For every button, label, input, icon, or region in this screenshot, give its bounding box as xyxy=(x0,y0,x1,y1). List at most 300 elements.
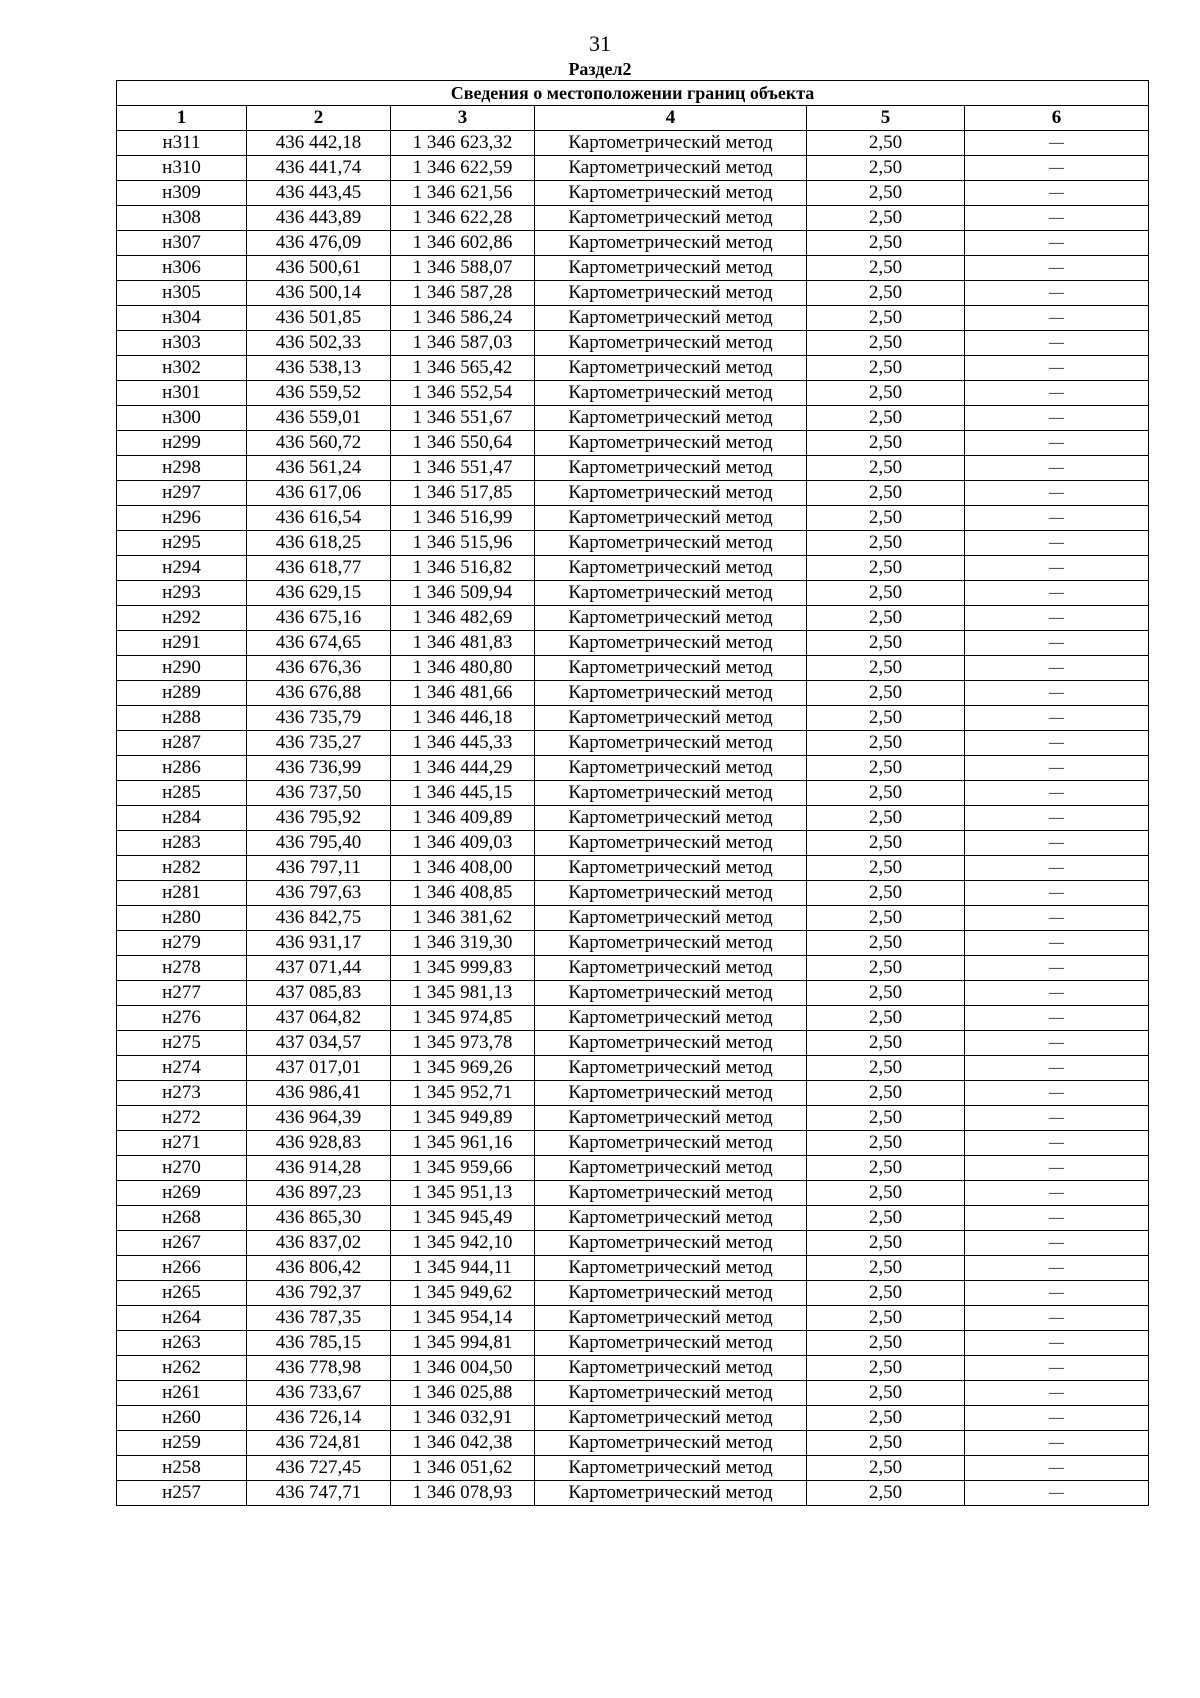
accuracy-cell: 2,50 xyxy=(807,706,965,731)
x-coordinate-cell: 436 676,88 xyxy=(247,681,391,706)
table-row xyxy=(117,906,1149,931)
y-coordinate-cell: 1 346 408,00 xyxy=(391,856,535,881)
point-id-cell: н270 xyxy=(117,1156,247,1181)
table-row xyxy=(117,756,1149,781)
y-coordinate-cell: 1 345 969,26 xyxy=(391,1056,535,1081)
accuracy-cell: 2,50 xyxy=(807,1431,965,1456)
page-number: 31 xyxy=(589,31,611,56)
table-row xyxy=(117,1256,1149,1281)
y-coordinate-cell: 1 345 949,89 xyxy=(391,1106,535,1131)
point-id-cell: н274 xyxy=(117,1056,247,1081)
method-cell: Картометрический метод xyxy=(535,1081,807,1106)
y-coordinate-cell: 1 346 550,64 xyxy=(391,431,535,456)
x-coordinate-cell: 436 795,40 xyxy=(247,831,391,856)
point-id-cell: н292 xyxy=(117,606,247,631)
column-header: 6 xyxy=(965,106,1149,131)
accuracy-cell: 2,50 xyxy=(807,1281,965,1306)
y-coordinate-cell: 1 346 480,80 xyxy=(391,656,535,681)
method-cell: Картометрический метод xyxy=(535,1056,807,1081)
accuracy-cell: 2,50 xyxy=(807,1106,965,1131)
method-cell: Картометрический метод xyxy=(535,1181,807,1206)
accuracy-cell: 2,50 xyxy=(807,206,965,231)
point-id-cell: н302 xyxy=(117,356,247,381)
accuracy-cell: 2,50 xyxy=(807,781,965,806)
method-cell: Картометрический метод xyxy=(535,856,807,881)
x-coordinate-cell: 436 476,09 xyxy=(247,231,391,256)
point-id-cell: н277 xyxy=(117,981,247,1006)
y-coordinate-cell: 1 346 623,32 xyxy=(391,131,535,156)
point-id-cell: н260 xyxy=(117,1406,247,1431)
accuracy-cell: 2,50 xyxy=(807,556,965,581)
y-coordinate-cell: 1 346 515,96 xyxy=(391,531,535,556)
table-row xyxy=(117,831,1149,856)
point-id-cell: н304 xyxy=(117,306,247,331)
description-cell: — xyxy=(965,331,1149,356)
x-coordinate-cell: 436 500,14 xyxy=(247,281,391,306)
point-id-cell: н267 xyxy=(117,1231,247,1256)
point-id-cell: н258 xyxy=(117,1456,247,1481)
point-id-cell: н297 xyxy=(117,481,247,506)
point-id-cell: н289 xyxy=(117,681,247,706)
point-id-cell: н272 xyxy=(117,1106,247,1131)
method-cell: Картометрический метод xyxy=(535,1156,807,1181)
description-cell: — xyxy=(965,1081,1149,1106)
description-cell: — xyxy=(965,1031,1149,1056)
y-coordinate-cell: 1 346 381,62 xyxy=(391,906,535,931)
table-row xyxy=(117,1106,1149,1131)
method-cell: Картометрический метод xyxy=(535,231,807,256)
accuracy-cell: 2,50 xyxy=(807,956,965,981)
accuracy-cell: 2,50 xyxy=(807,681,965,706)
point-id-cell: н269 xyxy=(117,1181,247,1206)
table-caption: Сведения о местоположении границ объекта xyxy=(117,81,1149,106)
y-coordinate-cell: 1 346 481,83 xyxy=(391,631,535,656)
table-row xyxy=(117,581,1149,606)
table-row xyxy=(117,481,1149,506)
table-row xyxy=(117,1356,1149,1381)
method-cell: Картометрический метод xyxy=(535,581,807,606)
description-cell: — xyxy=(965,381,1149,406)
method-cell: Картометрический метод xyxy=(535,1256,807,1281)
accuracy-cell: 2,50 xyxy=(807,531,965,556)
method-cell: Картометрический метод xyxy=(535,1381,807,1406)
x-coordinate-cell: 436 986,41 xyxy=(247,1081,391,1106)
method-cell: Картометрический метод xyxy=(535,1306,807,1331)
y-coordinate-cell: 1 346 551,67 xyxy=(391,406,535,431)
accuracy-cell: 2,50 xyxy=(807,831,965,856)
method-cell: Картометрический метод xyxy=(535,1481,807,1506)
table-row xyxy=(117,981,1149,1006)
column-header: 2 xyxy=(247,106,391,131)
table-row xyxy=(117,1206,1149,1231)
x-coordinate-cell: 437 034,57 xyxy=(247,1031,391,1056)
accuracy-cell: 2,50 xyxy=(807,856,965,881)
x-coordinate-cell: 436 724,81 xyxy=(247,1431,391,1456)
point-id-cell: н285 xyxy=(117,781,247,806)
method-cell: Картометрический метод xyxy=(535,731,807,756)
point-id-cell: н286 xyxy=(117,756,247,781)
description-cell: — xyxy=(965,306,1149,331)
method-cell: Картометрический метод xyxy=(535,631,807,656)
accuracy-cell: 2,50 xyxy=(807,1231,965,1256)
accuracy-cell: 2,50 xyxy=(807,656,965,681)
point-id-cell: н298 xyxy=(117,456,247,481)
description-cell: — xyxy=(965,431,1149,456)
accuracy-cell: 2,50 xyxy=(807,1256,965,1281)
table-row xyxy=(117,1456,1149,1481)
y-coordinate-cell: 1 346 622,28 xyxy=(391,206,535,231)
method-cell: Картометрический метод xyxy=(535,181,807,206)
table-row xyxy=(117,1131,1149,1156)
description-cell: — xyxy=(965,681,1149,706)
y-coordinate-cell: 1 346 444,29 xyxy=(391,756,535,781)
table-row xyxy=(117,1331,1149,1356)
y-coordinate-cell: 1 345 952,71 xyxy=(391,1081,535,1106)
method-cell: Картометрический метод xyxy=(535,1206,807,1231)
description-cell: — xyxy=(965,1131,1149,1156)
point-id-cell: н263 xyxy=(117,1331,247,1356)
point-id-cell: н276 xyxy=(117,1006,247,1031)
point-id-cell: н296 xyxy=(117,506,247,531)
table-row xyxy=(117,1406,1149,1431)
method-cell: Картометрический метод xyxy=(535,806,807,831)
table-row xyxy=(117,406,1149,431)
table-row xyxy=(117,956,1149,981)
point-id-cell: н306 xyxy=(117,256,247,281)
y-coordinate-cell: 1 346 565,42 xyxy=(391,356,535,381)
point-id-cell: н290 xyxy=(117,656,247,681)
method-cell: Картометрический метод xyxy=(535,706,807,731)
y-coordinate-cell: 1 346 516,99 xyxy=(391,506,535,531)
accuracy-cell: 2,50 xyxy=(807,1031,965,1056)
description-cell: — xyxy=(965,731,1149,756)
x-coordinate-cell: 436 443,89 xyxy=(247,206,391,231)
y-coordinate-cell: 1 346 078,93 xyxy=(391,1481,535,1506)
description-cell: — xyxy=(965,1481,1149,1506)
table-row xyxy=(117,381,1149,406)
point-id-cell: н266 xyxy=(117,1256,247,1281)
accuracy-cell: 2,50 xyxy=(807,406,965,431)
table-row xyxy=(117,431,1149,456)
accuracy-cell: 2,50 xyxy=(807,731,965,756)
description-cell: — xyxy=(965,1431,1149,1456)
accuracy-cell: 2,50 xyxy=(807,806,965,831)
accuracy-cell: 2,50 xyxy=(807,1306,965,1331)
accuracy-cell: 2,50 xyxy=(807,456,965,481)
y-coordinate-cell: 1 346 004,50 xyxy=(391,1356,535,1381)
y-coordinate-cell: 1 346 051,62 xyxy=(391,1456,535,1481)
y-coordinate-cell: 1 345 945,49 xyxy=(391,1206,535,1231)
description-cell: — xyxy=(965,806,1149,831)
point-id-cell: н294 xyxy=(117,556,247,581)
table-row xyxy=(117,881,1149,906)
method-cell: Картометрический метод xyxy=(535,281,807,306)
point-id-cell: н268 xyxy=(117,1206,247,1231)
point-id-cell: н284 xyxy=(117,806,247,831)
y-coordinate-cell: 1 346 517,85 xyxy=(391,481,535,506)
y-coordinate-cell: 1 346 588,07 xyxy=(391,256,535,281)
y-coordinate-cell: 1 346 509,94 xyxy=(391,581,535,606)
x-coordinate-cell: 436 674,65 xyxy=(247,631,391,656)
point-id-cell: н265 xyxy=(117,1281,247,1306)
table-row xyxy=(117,531,1149,556)
table-row xyxy=(117,1056,1149,1081)
y-coordinate-cell: 1 346 482,69 xyxy=(391,606,535,631)
method-cell: Картометрический метод xyxy=(535,1131,807,1156)
point-id-cell: н273 xyxy=(117,1081,247,1106)
description-cell: — xyxy=(965,1331,1149,1356)
x-coordinate-cell: 436 727,45 xyxy=(247,1456,391,1481)
y-coordinate-cell: 1 346 446,18 xyxy=(391,706,535,731)
table-row xyxy=(117,1281,1149,1306)
x-coordinate-cell: 436 616,54 xyxy=(247,506,391,531)
accuracy-cell: 2,50 xyxy=(807,481,965,506)
y-coordinate-cell: 1 346 621,56 xyxy=(391,181,535,206)
y-coordinate-cell: 1 346 516,82 xyxy=(391,556,535,581)
accuracy-cell: 2,50 xyxy=(807,981,965,1006)
accuracy-cell: 2,50 xyxy=(807,606,965,631)
y-coordinate-cell: 1 346 551,47 xyxy=(391,456,535,481)
y-coordinate-cell: 1 346 552,54 xyxy=(391,381,535,406)
method-cell: Картометрический метод xyxy=(535,356,807,381)
table-row xyxy=(117,1481,1149,1506)
point-id-cell: н261 xyxy=(117,1381,247,1406)
accuracy-cell: 2,50 xyxy=(807,231,965,256)
description-cell: — xyxy=(965,1406,1149,1431)
description-cell: — xyxy=(965,1281,1149,1306)
method-cell: Картометрический метод xyxy=(535,931,807,956)
description-cell: — xyxy=(965,131,1149,156)
x-coordinate-cell: 436 747,71 xyxy=(247,1481,391,1506)
y-coordinate-cell: 1 346 481,66 xyxy=(391,681,535,706)
table-row xyxy=(117,156,1149,181)
x-coordinate-cell: 436 617,06 xyxy=(247,481,391,506)
method-cell: Картометрический метод xyxy=(535,456,807,481)
y-coordinate-cell: 1 346 602,86 xyxy=(391,231,535,256)
point-id-cell: н262 xyxy=(117,1356,247,1381)
y-coordinate-cell: 1 346 032,91 xyxy=(391,1406,535,1431)
method-cell: Картометрический метод xyxy=(535,681,807,706)
table-row xyxy=(117,281,1149,306)
point-id-cell: н291 xyxy=(117,631,247,656)
section-title: Раздел2 xyxy=(568,59,632,79)
x-coordinate-cell: 436 502,33 xyxy=(247,331,391,356)
table-row xyxy=(117,1156,1149,1181)
method-cell: Картометрический метод xyxy=(535,981,807,1006)
y-coordinate-cell: 1 345 994,81 xyxy=(391,1331,535,1356)
x-coordinate-cell: 436 914,28 xyxy=(247,1156,391,1181)
point-id-cell: н281 xyxy=(117,881,247,906)
description-cell: — xyxy=(965,1256,1149,1281)
method-cell: Картометрический метод xyxy=(535,331,807,356)
method-cell: Картометрический метод xyxy=(535,131,807,156)
table-row xyxy=(117,356,1149,381)
x-coordinate-cell: 436 735,79 xyxy=(247,706,391,731)
point-id-cell: н264 xyxy=(117,1306,247,1331)
table-row xyxy=(117,331,1149,356)
description-cell: — xyxy=(965,956,1149,981)
point-id-cell: н305 xyxy=(117,281,247,306)
x-coordinate-cell: 436 865,30 xyxy=(247,1206,391,1231)
y-coordinate-cell: 1 346 622,59 xyxy=(391,156,535,181)
accuracy-cell: 2,50 xyxy=(807,506,965,531)
description-cell: — xyxy=(965,831,1149,856)
description-cell: — xyxy=(965,1106,1149,1131)
method-cell: Картометрический метод xyxy=(535,956,807,981)
description-cell: — xyxy=(965,156,1149,181)
table-row xyxy=(117,1006,1149,1031)
x-coordinate-cell: 436 736,99 xyxy=(247,756,391,781)
x-coordinate-cell: 436 676,36 xyxy=(247,656,391,681)
description-cell: — xyxy=(965,931,1149,956)
description-cell: — xyxy=(965,1381,1149,1406)
table-row xyxy=(117,631,1149,656)
table-row xyxy=(117,306,1149,331)
x-coordinate-cell: 436 785,15 xyxy=(247,1331,391,1356)
x-coordinate-cell: 436 737,50 xyxy=(247,781,391,806)
description-cell: — xyxy=(965,631,1149,656)
y-coordinate-cell: 1 346 319,30 xyxy=(391,931,535,956)
x-coordinate-cell: 436 797,11 xyxy=(247,856,391,881)
description-cell: — xyxy=(965,531,1149,556)
description-cell: — xyxy=(965,1006,1149,1031)
method-cell: Картометрический метод xyxy=(535,1231,807,1256)
x-coordinate-cell: 436 778,98 xyxy=(247,1356,391,1381)
column-header: 5 xyxy=(807,106,965,131)
description-cell: — xyxy=(965,406,1149,431)
description-cell: — xyxy=(965,1231,1149,1256)
accuracy-cell: 2,50 xyxy=(807,1056,965,1081)
table-row xyxy=(117,856,1149,881)
accuracy-cell: 2,50 xyxy=(807,1331,965,1356)
point-id-cell: н307 xyxy=(117,231,247,256)
accuracy-cell: 2,50 xyxy=(807,381,965,406)
method-cell: Картометрический метод xyxy=(535,1331,807,1356)
point-id-cell: н288 xyxy=(117,706,247,731)
table-row xyxy=(117,656,1149,681)
description-cell: — xyxy=(965,1156,1149,1181)
x-coordinate-cell: 436 964,39 xyxy=(247,1106,391,1131)
accuracy-cell: 2,50 xyxy=(807,131,965,156)
point-id-cell: н283 xyxy=(117,831,247,856)
description-cell: — xyxy=(965,231,1149,256)
table-row xyxy=(117,706,1149,731)
description-cell: — xyxy=(965,506,1149,531)
method-cell: Картометрический метод xyxy=(535,756,807,781)
column-header: 1 xyxy=(117,106,247,131)
x-coordinate-cell: 436 443,45 xyxy=(247,181,391,206)
accuracy-cell: 2,50 xyxy=(807,1206,965,1231)
x-coordinate-cell: 436 441,74 xyxy=(247,156,391,181)
description-cell: — xyxy=(965,656,1149,681)
method-cell: Картометрический метод xyxy=(535,1356,807,1381)
x-coordinate-cell: 436 928,83 xyxy=(247,1131,391,1156)
point-id-cell: н299 xyxy=(117,431,247,456)
y-coordinate-cell: 1 346 025,88 xyxy=(391,1381,535,1406)
x-coordinate-cell: 436 792,37 xyxy=(247,1281,391,1306)
y-coordinate-cell: 1 345 973,78 xyxy=(391,1031,535,1056)
description-cell: — xyxy=(965,856,1149,881)
table-row xyxy=(117,181,1149,206)
point-id-cell: н275 xyxy=(117,1031,247,1056)
description-cell: — xyxy=(965,906,1149,931)
description-cell: — xyxy=(965,981,1149,1006)
method-cell: Картометрический метод xyxy=(535,506,807,531)
accuracy-cell: 2,50 xyxy=(807,1456,965,1481)
y-coordinate-cell: 1 346 445,15 xyxy=(391,781,535,806)
y-coordinate-cell: 1 346 587,03 xyxy=(391,331,535,356)
x-coordinate-cell: 436 618,77 xyxy=(247,556,391,581)
method-cell: Картометрический метод xyxy=(535,906,807,931)
description-cell: — xyxy=(965,281,1149,306)
description-cell: — xyxy=(965,756,1149,781)
table-row xyxy=(117,506,1149,531)
x-coordinate-cell: 436 842,75 xyxy=(247,906,391,931)
y-coordinate-cell: 1 345 949,62 xyxy=(391,1281,535,1306)
point-id-cell: н259 xyxy=(117,1431,247,1456)
table-row xyxy=(117,606,1149,631)
y-coordinate-cell: 1 346 408,85 xyxy=(391,881,535,906)
y-coordinate-cell: 1 346 409,03 xyxy=(391,831,535,856)
x-coordinate-cell: 436 733,67 xyxy=(247,1381,391,1406)
x-coordinate-cell: 436 629,15 xyxy=(247,581,391,606)
y-coordinate-cell: 1 345 981,13 xyxy=(391,981,535,1006)
accuracy-cell: 2,50 xyxy=(807,1356,965,1381)
point-id-cell: н303 xyxy=(117,331,247,356)
accuracy-cell: 2,50 xyxy=(807,156,965,181)
point-id-cell: н287 xyxy=(117,731,247,756)
method-cell: Картометрический метод xyxy=(535,1431,807,1456)
y-coordinate-cell: 1 346 445,33 xyxy=(391,731,535,756)
accuracy-cell: 2,50 xyxy=(807,356,965,381)
method-cell: Картометрический метод xyxy=(535,881,807,906)
accuracy-cell: 2,50 xyxy=(807,181,965,206)
y-coordinate-cell: 1 345 942,10 xyxy=(391,1231,535,1256)
point-id-cell: н295 xyxy=(117,531,247,556)
description-cell: — xyxy=(965,356,1149,381)
table-row xyxy=(117,206,1149,231)
description-cell: — xyxy=(965,456,1149,481)
accuracy-cell: 2,50 xyxy=(807,1006,965,1031)
method-cell: Картометрический метод xyxy=(535,831,807,856)
description-cell: — xyxy=(965,1206,1149,1231)
table-row xyxy=(117,231,1149,256)
x-coordinate-cell: 436 897,23 xyxy=(247,1181,391,1206)
table-row xyxy=(117,1306,1149,1331)
accuracy-cell: 2,50 xyxy=(807,906,965,931)
table-row xyxy=(117,456,1149,481)
method-cell: Картометрический метод xyxy=(535,1006,807,1031)
x-coordinate-cell: 437 085,83 xyxy=(247,981,391,1006)
table-row xyxy=(117,1181,1149,1206)
y-coordinate-cell: 1 345 954,14 xyxy=(391,1306,535,1331)
table-row xyxy=(117,806,1149,831)
accuracy-cell: 2,50 xyxy=(807,256,965,281)
accuracy-cell: 2,50 xyxy=(807,331,965,356)
accuracy-cell: 2,50 xyxy=(807,1381,965,1406)
method-cell: Картометрический метод xyxy=(535,656,807,681)
x-coordinate-cell: 436 837,02 xyxy=(247,1231,391,1256)
description-cell: — xyxy=(965,706,1149,731)
method-cell: Картометрический метод xyxy=(535,1106,807,1131)
method-cell: Картометрический метод xyxy=(535,481,807,506)
x-coordinate-cell: 436 500,61 xyxy=(247,256,391,281)
x-coordinate-cell: 436 561,24 xyxy=(247,456,391,481)
point-id-cell: н301 xyxy=(117,381,247,406)
y-coordinate-cell: 1 345 944,11 xyxy=(391,1256,535,1281)
accuracy-cell: 2,50 xyxy=(807,1081,965,1106)
y-coordinate-cell: 1 345 999,83 xyxy=(391,956,535,981)
